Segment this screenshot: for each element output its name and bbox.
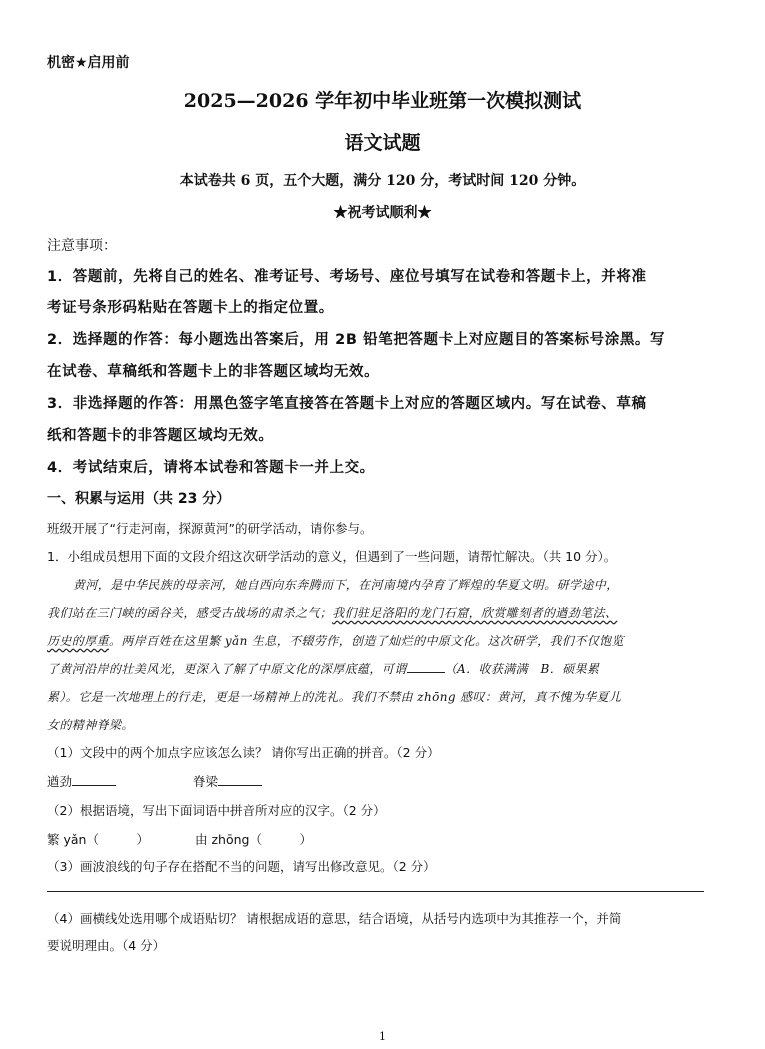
note-line: 1．答题前，先将自己的姓名、准考证号、考场号、座位号填写在试卷和答题卡上，并将准	[47, 269, 647, 285]
sub-question-4-cont: 要说明理由。（4 分）	[47, 938, 166, 953]
passage-line	[47, 660, 599, 677]
passage-text: 了黄河沿岸的壮美风光，更深入了解了中原文化的深厚底蕴，可谓	[47, 662, 407, 676]
note-line: 在试卷、草稿纸和答题卡上的非答题区域均无效。	[47, 364, 380, 380]
answer-blank	[72, 773, 116, 786]
exam-info: 本试卷共 6 页，五个大题，满分 120 分，考试时间 120 分钟。	[179, 173, 586, 189]
subject-title: 语文试题	[344, 132, 421, 154]
question-1: 1．小组成员想用下面的文段介绍这次研学活动的意义，但遇到了一些问题，请帮忙解决。（共 10 分）。	[47, 549, 617, 564]
note-line: 2．选择题的作答：每小题选出答案后，用 2B 铅笔把答题卡上对应题目的答案标号涂黑。写	[47, 332, 666, 348]
passage-line	[47, 604, 617, 621]
note-line: 考证号条形码粘贴在答题卡上的指定位置。	[47, 300, 334, 316]
wavy-underlined-sentence: 我们驻足洛阳的龙门石窟，欣赏雕刻者的遒劲笔法、	[332, 606, 618, 620]
word-2: 脊梁	[193, 774, 219, 789]
passage-text: （A．收获满满 B．硕果累	[444, 662, 600, 676]
answer-item-1: 繁 yǎn（ ）	[47, 832, 149, 847]
note-line: 纸和答题卡的非答题区域均无效。	[47, 428, 274, 444]
answer-line	[47, 891, 704, 892]
sub-question-1: （1）文段中的两个加点字应该怎么读？ 请你写出正确的拼音。（2 分）	[47, 745, 440, 760]
section-heading: 一、积累与运用（共 23 分）	[47, 491, 231, 507]
note-line: 3．非选择题的作答：用黑色签字笔直接答在答题卡上对应的答题区域内。写在试卷、草稿	[47, 396, 647, 412]
answer-item-2: 由 zhōng（ ）	[195, 832, 312, 847]
note-line: 4．考试结束后，请将本试卷和答题卡一并上交。	[47, 460, 375, 476]
answer-blank	[218, 773, 262, 786]
passage-text: 我们站在三门峡的函谷关，感受古战场的肃杀之气；	[47, 606, 333, 620]
passage-line: 黄河，是中华民族的母亲河，她自西向东奔腾而下，在河南境内孕育了辉煌的华夏文明。研学途中，	[73, 578, 619, 592]
sub-question-4: （4）画横线处选用哪个成语贴切？ 请根据成语的意思，结合语境，从括号内选项中为其推荐一个，并简	[47, 911, 622, 926]
sub-question-3: （3）画波浪线的句子存在搭配不当的问题，请写出修改意见。（2 分）	[47, 859, 436, 874]
word-1: 遒劲	[47, 774, 73, 789]
good-luck-line: ★祝考试顺利★	[333, 205, 432, 221]
passage-line: 女的精神脊梁。	[47, 718, 134, 732]
answer-row-1b	[193, 772, 262, 790]
sub-question-2: （2）根据语境，写出下面词语中拼音所对应的汉字。（2 分）	[47, 803, 386, 818]
section-intro: 班级开展了“行走河南，探源黄河”的研学活动，请你参与。	[47, 521, 373, 536]
passage-line: 累）。它是一次地理上的行走，更是一场精神上的洗礼。我们不禁由 zhōng 感叹：黄河，真不愧为华夏儿	[47, 690, 622, 704]
passage-text: 。两岸百姓在这里繁 yǎn 生息，不辍劳作，创造了灿烂的中原文化。这次研学，我们不仅饱览	[109, 634, 624, 648]
page-number: 1	[379, 1030, 386, 1043]
idiom-blank	[407, 660, 445, 673]
notes-heading: 注意事项：	[47, 238, 117, 254]
answer-row-1	[47, 772, 116, 790]
passage-line	[47, 632, 624, 649]
wavy-underlined-sentence-end: 历史的厚重	[47, 634, 110, 648]
confidential-label: 机密★启用前	[47, 55, 130, 71]
exam-title: 2025—2026 学年初中毕业班第一次模拟测试	[183, 90, 582, 112]
